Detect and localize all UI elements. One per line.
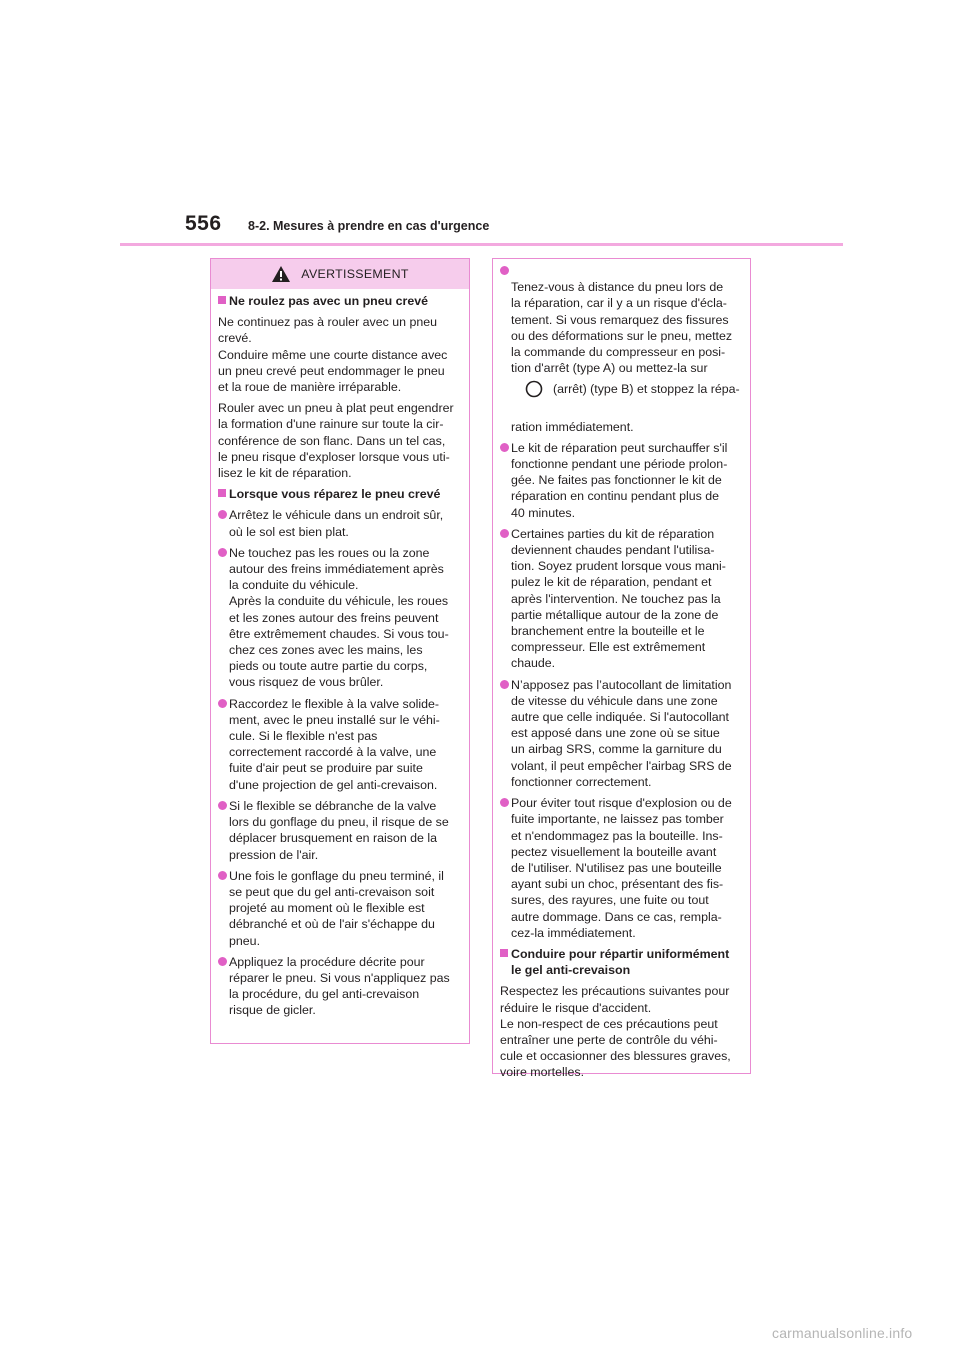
warning-box [210,258,470,1044]
bullet-text: ration immédiatement. [511,419,634,434]
warning-box-continued [492,258,751,1080]
section-title: 8-2. Mesures à prendre en cas d'urgence [248,219,490,233]
header-divider [120,243,843,246]
warning-heading-repair: Lorsque vous réparez le pneu crevé [218,486,459,502]
warning-bullet: Raccordez le flexible à la valve solide- ment, avec le pneu installé sur le véhi- cule. Si le flexible n'est pas correctement raccordé à la valve, une fuite d'air peut se produire par suite d'une projection de gel anti-crevaison. [218,696,459,793]
bullet-text: Tenez-vous à distance du pneu lors de la réparation, car il y a un risque d'écla- tement. Si vous remarquez des fissures ou des déformations sur le pneu, mettez la commande du compresseur en posi- tion d'arrêt (type A) ou mettez-la sur [511,280,733,376]
warning-bullet: N’apposez pas l’autocollant de limitation de vitesse du véhicule dans une zone autre que celle indiquée. Si l'autocollant est apposé dans une zone où se situe un airbag SRS, comme la garniture du volant, il peut empêcher l'airbag SRS de fonctionner correctement. [500,677,740,790]
warning-bullet: Le kit de réparation peut surchauffer s'il fonctionne pendant une période prolon- gée. Ne faites pas fonctionner le kit de réparation en continu pendant plus de 40 minutes. [500,440,740,521]
warning-title: AVERTISSEMENT [301,266,409,281]
warning-heading-flat-tire: Ne roulez pas avec un pneu crevé [218,293,459,309]
warning-bullet: Pour éviter tout risque d'explosion ou de fuite importante, ne laissez pas tomber et n'endommagez pas la bouteille. Ins- pectez visuellement la bouteille avant de l'utiliser. N'utilisez pas une bouteille ayant subi un choc, présentant des fis- sures, des rayures, une fuite ou tout autre dommage. Dans ce cas, rempla- cez-la immédiatement. [500,795,740,941]
power-icon-line [525,380,740,398]
watermark: carmanualsonline.info [772,1325,913,1341]
warning-bullet: Si le flexible se débranche de la valve lors du gonflage du pneu, il risque de se déplacer brusquement en raison de la pression de l'air. [218,798,459,863]
warning-paragraph: Respectez les précautions suivantes pour réduire le risque d'accident. Le non-respect de ces précautions peut entraîner une perte de contrôle du véhi- cule et occasionner des blessures graves, voire mortelles. [500,984,731,1080]
warning-header [211,259,469,289]
warning-paragraph: Rouler avec un pneu à plat peut engendrer la formation d'une rainure sur toute la cir- conférence de son flanc. Dans un tel cas, le pneu risque d'exploser lorsque vous uti- lisez le kit de réparation. [218,401,454,481]
page-number: 556 [185,212,222,235]
warning-bullet: Une fois le gonflage du pneu terminé, il se peut que du gel anti-crevaison soit projeté au moment où le flexible est débranché et où de l'air s'échappe du pneu. [218,868,459,949]
warning-bullet: Arrêtez le véhicule dans un endroit sûr, où le sol est bien plat. [218,507,459,539]
power-icon [525,380,543,398]
bullet-text: (arrêt) (type B) et stoppez la répa- [553,382,740,397]
warning-paragraph: Ne continuez pas à rouler avec un pneu crevé. Conduire même une courte distance avec un pneu crevé peut endommager le pneu et la roue de manière irréparable. [218,315,448,395]
warning-bullet: Appliquez la procédure décrite pour réparer le pneu. Si vous n'appliquez pas la procédure, du gel anti-crevaison risque de gicler. [218,954,459,1019]
warning-bullet: Certaines parties du kit de réparation deviennent chaudes pendant l'utilisa- tion. Soyez prudent lorsque vous mani- pulez le kit de réparation, pendant et après l'intervention. Ne touchez pas la partie métallique autour de la zone de branchement entre la bouteille et le compresseur. Elle est extrêmement chaude. [500,526,740,672]
warning-bullet: Ne touchez pas les roues ou la zone autour des freins immédiatement après la conduite du véhicule. Après la conduite du véhicule, les roues et les zones autour des freins peuvent être extrêmement chaudes. Si vous tou- chez ces zones avec les mains, les pieds ou toute autre partie du corps, vous risquez de vous brûler. [218,545,459,691]
warning-bullet [500,263,740,435]
warning-triangle-icon [271,265,291,283]
warning-heading-driving: Conduire pour répartir uniformément le gel anti-crevaison [500,946,740,978]
